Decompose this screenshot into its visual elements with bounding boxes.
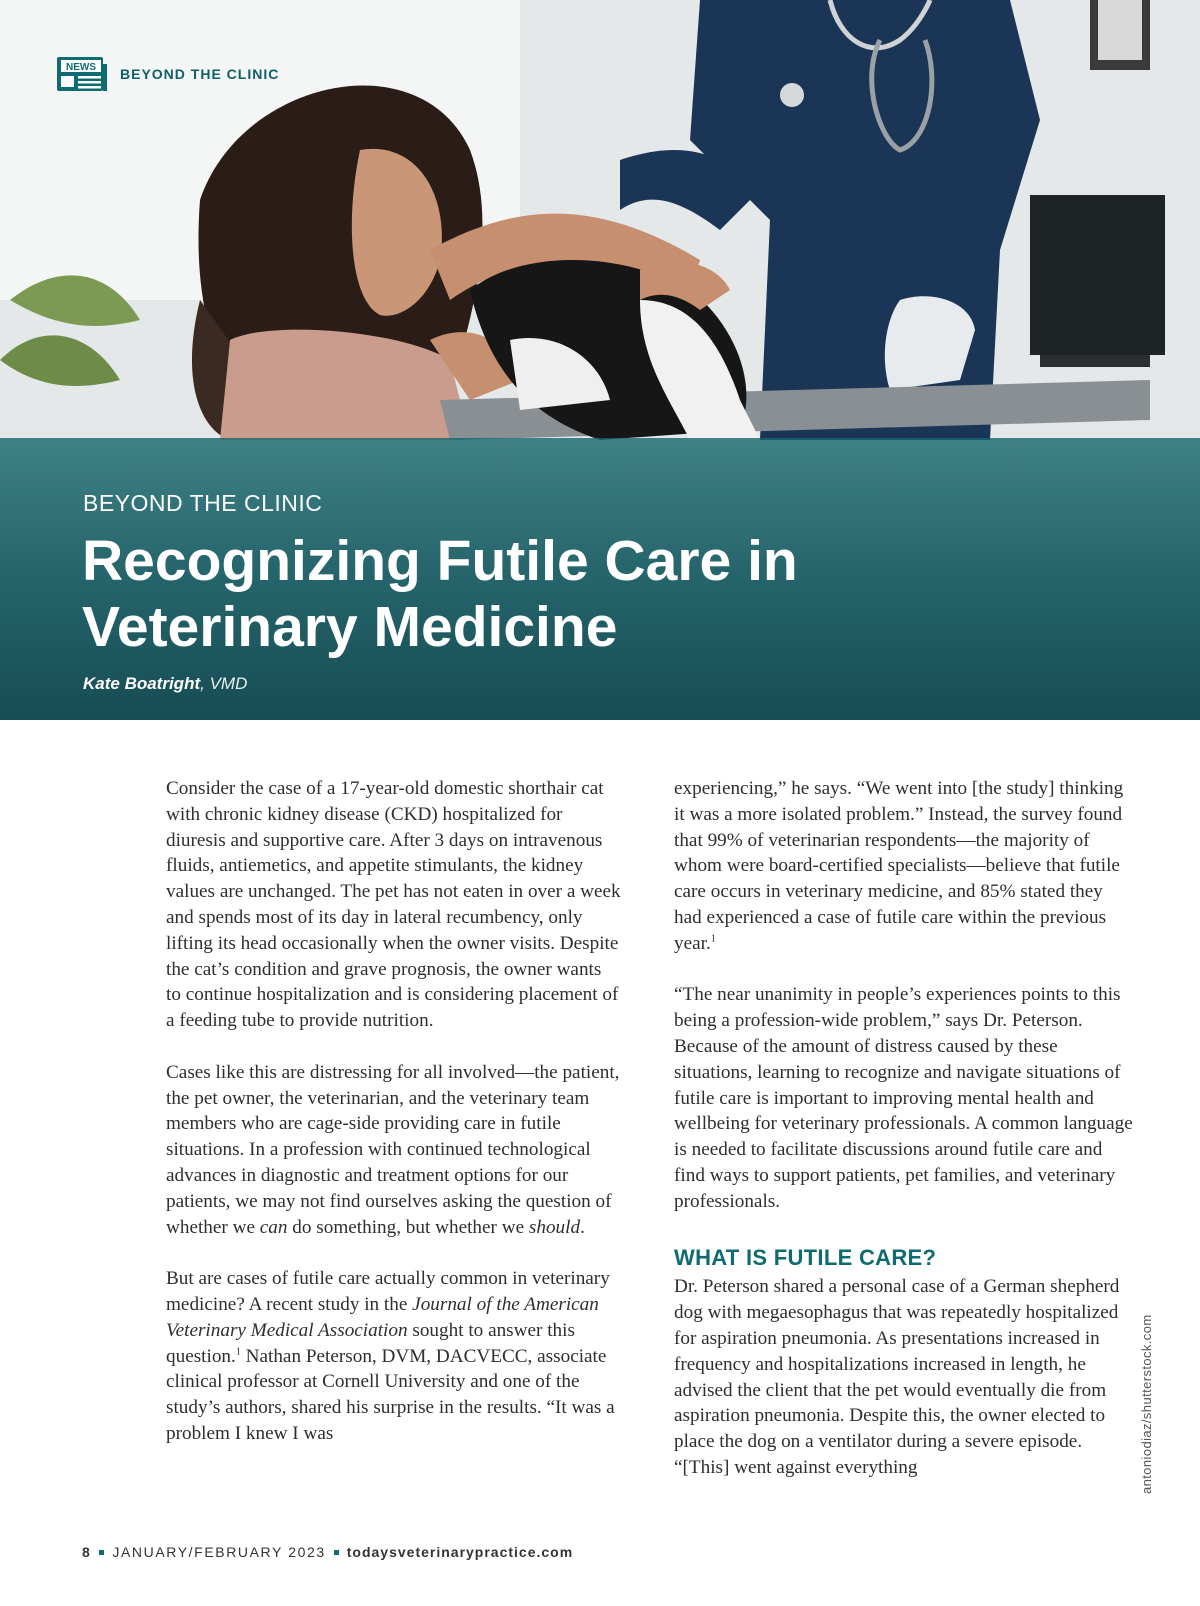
issue-date: JANUARY/FEBRUARY 2023 bbox=[112, 1544, 326, 1560]
hero-photo bbox=[0, 0, 1200, 720]
emphasis: should bbox=[528, 1216, 581, 1238]
author-credentials: , VMD bbox=[200, 674, 248, 693]
news-icon bbox=[56, 56, 108, 94]
reference-marker: 1 bbox=[710, 933, 716, 945]
author-name: Kate Boatright bbox=[83, 674, 201, 693]
paragraph: experiencing,” he says. “We went into [the study] thinking it was a more isolated problem.” Instead, the survey found that 99% of veterinarian respondents—the majority of whom were board-certified specialists—believe that futile care occurs in veterinary medicine, and 85% stated they had experienced a case of futile care within the previous year.$^1$ bbox=[674, 778, 1124, 954]
paragraph: Dr. Peterson shared a personal case of a German shepherd dog with megaesophagus that was repeatedly hospitalized for aspiration pneumonia. As presentations increased in frequency and hospitalizations increased in length, he advised the client that the pet would eventually die from aspiration pneumonia. Despite this, the owner elected to place the dog on a ventilator during a severe episode. “[This] went against everything bbox=[674, 1276, 1120, 1478]
photo-credit-text: antoniodiaz/shutterstock.com bbox=[1139, 1314, 1154, 1494]
page-number: 8 bbox=[82, 1544, 92, 1560]
section-label: BEYOND THE CLINIC bbox=[120, 66, 280, 82]
website-link[interactable]: todaysveterinarypractice.com bbox=[346, 1544, 574, 1560]
article-kicker: BEYOND THE CLINIC bbox=[83, 490, 323, 516]
right-column bbox=[674, 776, 1134, 1481]
section-heading: WHAT IS FUTILE CARE? bbox=[674, 1244, 937, 1270]
article-title bbox=[82, 528, 1082, 660]
journal-name: Journal of the American Veterinary Medical Association bbox=[166, 1293, 599, 1341]
paragraph: “The near unanimity in people’s experiences points to this being a profession-wide problem,” says Dr. Peterson. Because of the amount of distress caused by these situations, learning to recognize and navigate situations of futile care is important to improving mental health and wellbeing for veterinary professionals. A common language is needed to facilitate discussions around futile care and find ways to support patients, pet families, and veterinary professionals. bbox=[674, 984, 1133, 1212]
separator-square bbox=[334, 1550, 339, 1555]
paragraph: But are cases of futile care actually common in veterinary medicine? A recent study in the Journal of the American Veterinary Medical Association sought to answer this question.$^1$ Nathan Peterson, DVM, DACVECC, associate clinical professor at Cornell University and one of the study’s authors, shared his surprise in the results. “It was a problem I knew I was bbox=[166, 1268, 615, 1444]
page-footer bbox=[82, 1544, 573, 1560]
paragraph: Consider the case of a 17-year-old domestic shorthair cat with chronic kidney disease (CKD) hospitalized for diuresis and supportive care. After 3 days on intravenous fluids, antiemetics, and appetite stimulants, the kidney values are unchanged. The pet has not eaten in over a week and spends most of its day in lateral recumbency, only lifting its head occasionally when the owner visits. Despite the cat’s condition and grave prognosis, the owner wants to continue hospitalization and is considering placement of a feeding tube to provide nutrition. bbox=[166, 778, 621, 1032]
left-column bbox=[166, 776, 621, 1447]
title-line-1: Recognizing Futile Care in bbox=[82, 529, 798, 593]
reference-marker: 1 bbox=[235, 1346, 241, 1358]
byline bbox=[83, 674, 247, 694]
separator-square bbox=[99, 1550, 104, 1555]
paragraph: Cases like this are distressing for all involved—the patient, the pet owner, the veterinarian, and the veterinary team members who are cage-side providing care in futile situations. In a profession with continued technological advances in diagnostic and treatment options for our patients, we may not find ourselves asking the question of whether we can do something, but whether we should. bbox=[166, 1061, 620, 1238]
title-line-2: Veterinary Medicine bbox=[82, 595, 618, 659]
news-badge-text: NEWS bbox=[66, 62, 96, 73]
photo-credit bbox=[1140, 1274, 1158, 1494]
emphasis: can bbox=[259, 1216, 288, 1238]
